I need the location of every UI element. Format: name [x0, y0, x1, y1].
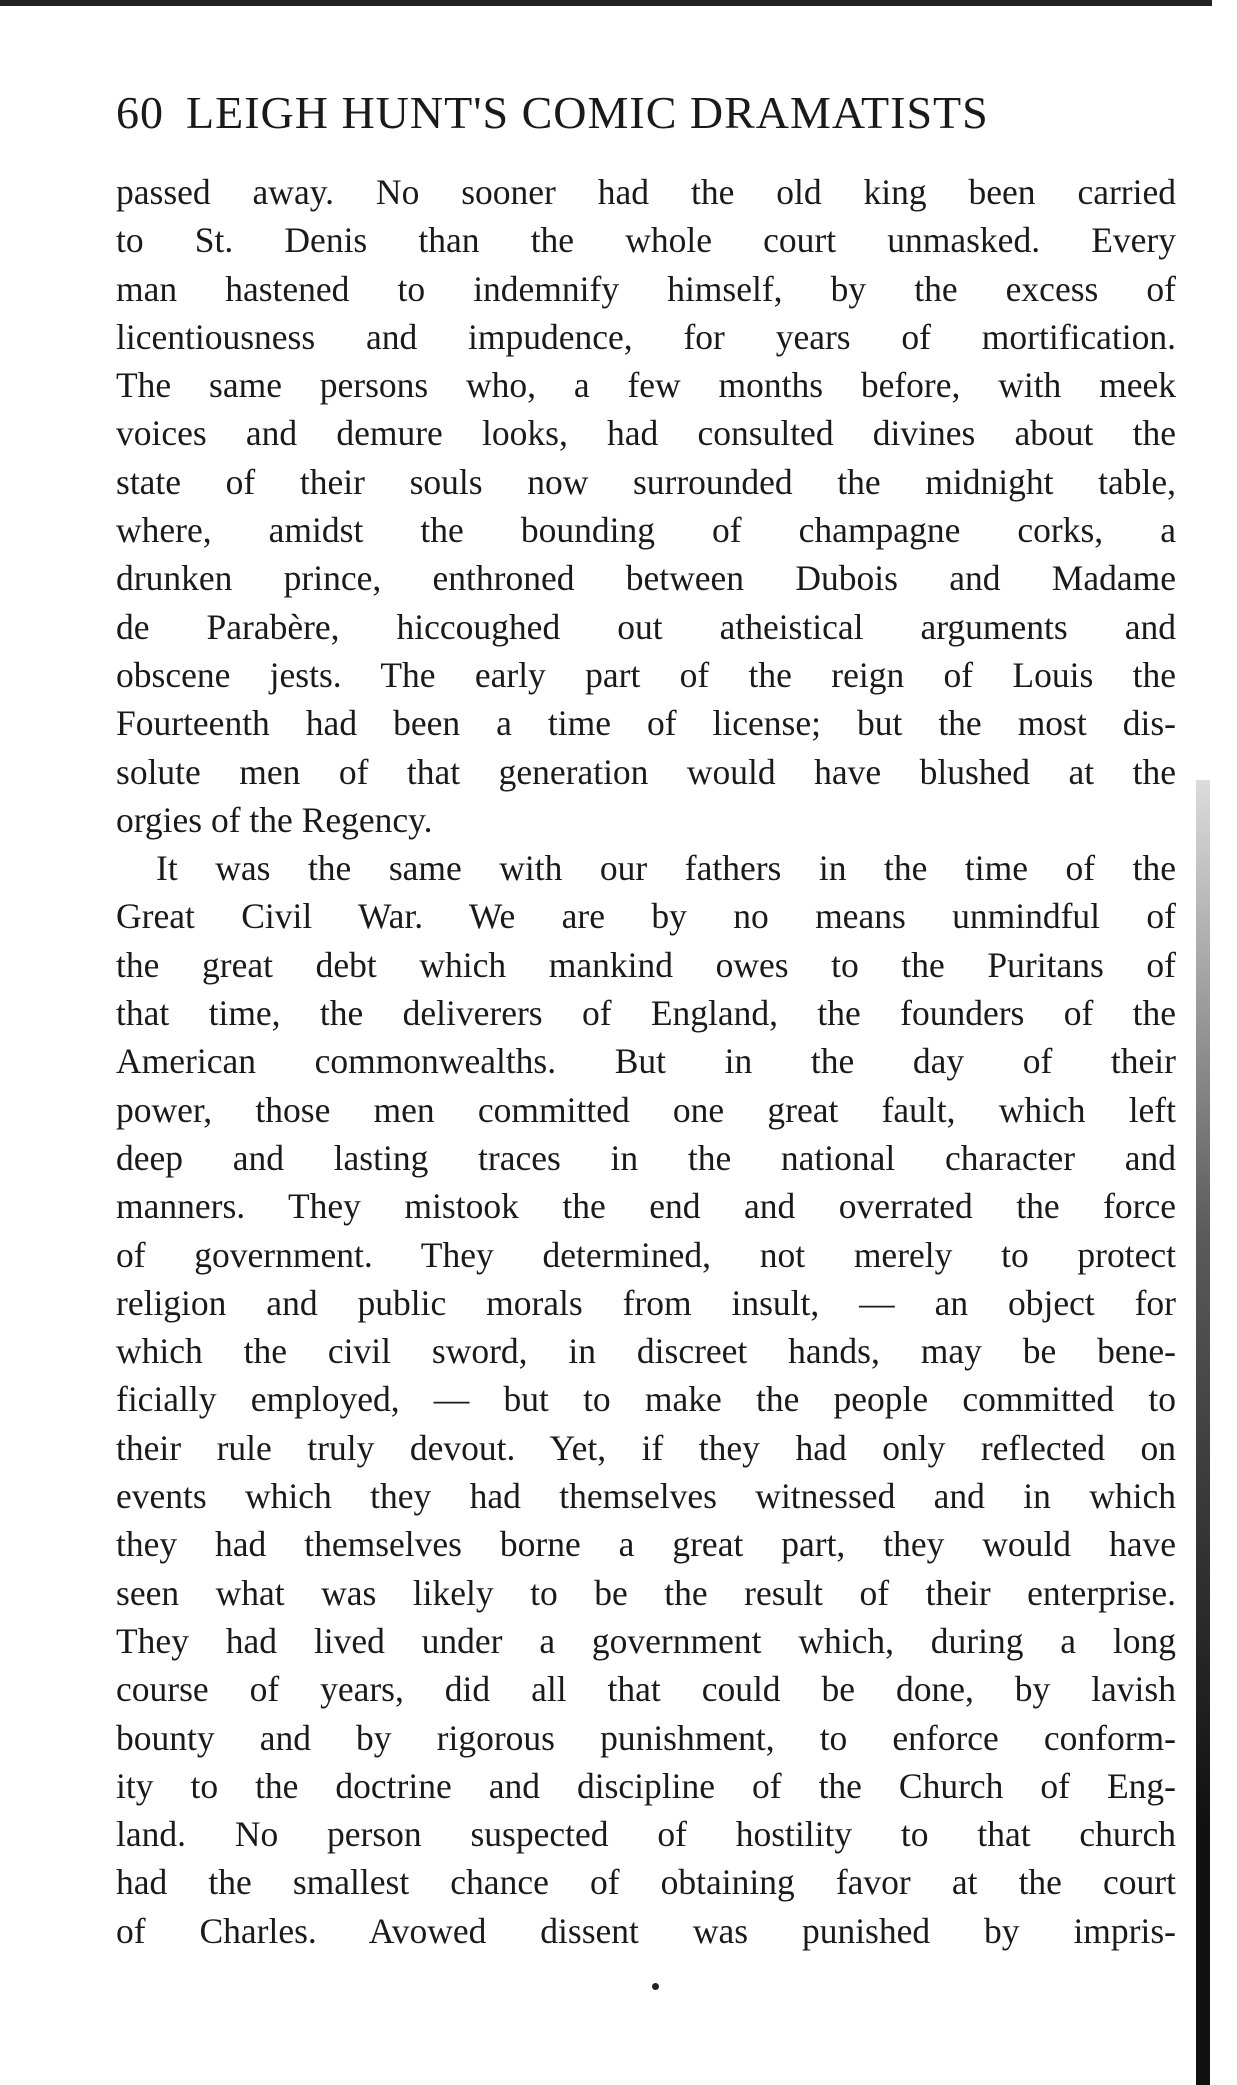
text-line: that time, the deliverers of England, the founders of the	[116, 993, 1176, 1034]
text-line: the great debt which mankind owes to the Puritans of	[116, 944, 1176, 985]
text-line: passed away. No sooner had the old king been carried	[116, 172, 1176, 212]
text-line: course of years, did all that could be done, by lavish	[116, 1669, 1176, 1710]
text-line: of government. They determined, not merely to protect	[116, 1234, 1176, 1275]
body-text	[116, 168, 1176, 1955]
text-line: state of their souls now surrounded the midnight table,	[116, 461, 1176, 502]
text-line: their rule truly devout. Yet, if they had only reflected on	[116, 1427, 1176, 1468]
text-line: had the smallest chance of obtaining favor at the court	[116, 1862, 1176, 1903]
text-line: licentiousness and impudence, for years of mortification.	[116, 316, 1176, 357]
text-line: The same persons who, a few months before, with meek	[116, 365, 1176, 406]
text-line: They had lived under a government which, during a long	[116, 1620, 1176, 1661]
paragraph-start-line: It was the same with our fathers in the time of the	[156, 848, 1176, 889]
text-line: which the civil sword, in discreet hands, may be bene-	[116, 1331, 1176, 1372]
text-line: bounty and by rigorous punishment, to enforce conform-	[116, 1717, 1176, 1758]
text-line: they had themselves borne a great part, they would have	[116, 1524, 1176, 1565]
top-border-rule	[0, 0, 1212, 6]
text-line: voices and demure looks, had consulted divines about the	[116, 413, 1176, 454]
text-line: solute men of that generation would have blushed at the	[116, 751, 1176, 792]
page-edge-shadow	[1196, 780, 1210, 2085]
page-number: 60	[116, 87, 164, 138]
text-line: ficially employed, — but to make the people committed to	[116, 1379, 1176, 1420]
running-title: LEIGH HUNT'S COMIC DRAMATISTS	[186, 87, 989, 138]
text-line: power, those men committed one great fault, which left	[116, 1089, 1176, 1130]
text-line: seen what was likely to be the result of their enterprise.	[116, 1572, 1176, 1613]
text-line: drunken prince, enthroned between Dubois and Madame	[116, 558, 1176, 599]
text-line: events which they had themselves witnessed and in which	[116, 1476, 1176, 1517]
text-line: to St. Denis than the whole court unmasked. Every	[116, 220, 1176, 261]
text-line: ity to the doctrine and discipline of the Church of Eng-	[116, 1765, 1176, 1806]
text-line: American commonwealths. But in the day of their	[116, 1041, 1176, 1082]
text-line: land. No person suspected of hostility to that church	[116, 1814, 1176, 1855]
running-head	[116, 86, 1176, 139]
text-line: man hastened to indemnify himself, by the excess of	[116, 268, 1176, 309]
text-line: manners. They mistook the end and overrated the force	[116, 1186, 1176, 1227]
text-line: religion and public morals from insult, — an object for	[116, 1282, 1176, 1323]
printer-mark-dot	[652, 1983, 659, 1990]
text-line: de Parabère, hiccoughed out atheistical arguments and	[116, 606, 1176, 647]
text-line: where, amidst the bounding of champagne corks, a	[116, 510, 1176, 551]
paragraph-end-line: orgies of the Regency.	[116, 799, 433, 840]
text-line: Great Civil War. We are by no means unmindful of	[116, 896, 1176, 937]
text-line: Fourteenth had been a time of license; but the most dis-	[116, 703, 1176, 744]
text-line: of Charles. Avowed dissent was punished by impris-	[116, 1910, 1176, 1951]
text-line: obscene jests. The early part of the reign of Louis the	[116, 654, 1176, 695]
text-line: deep and lasting traces in the national character and	[116, 1137, 1176, 1178]
